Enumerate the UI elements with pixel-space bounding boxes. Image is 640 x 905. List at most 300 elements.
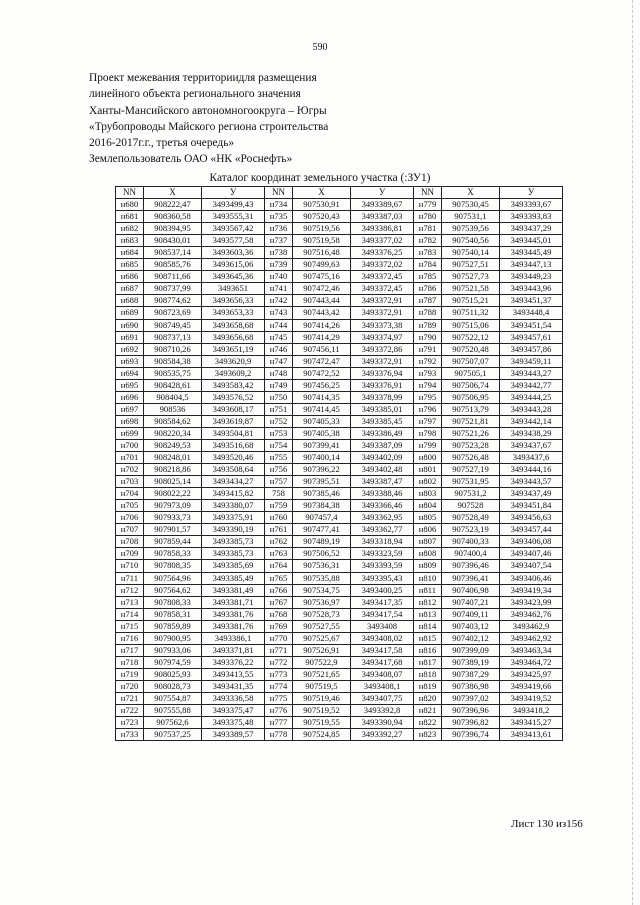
table-cell: н707: [116, 524, 144, 536]
table-row: [116, 536, 563, 548]
table-cell: 3493362,95: [351, 512, 414, 524]
table-cell: 3493381,49: [202, 584, 265, 596]
table-cell: н809: [414, 560, 442, 572]
table-title: Каталог координат земельного участка (:ЗУ1): [209, 172, 431, 184]
table-row: [116, 295, 563, 307]
table-cell: н801: [414, 464, 442, 476]
column-header: У: [351, 187, 414, 199]
table-cell: 3493390,19: [202, 524, 265, 536]
table-cell: 907519,55: [293, 717, 351, 729]
table-cell: н737: [265, 235, 293, 247]
table-cell: 3493459,11: [500, 355, 563, 367]
table-row: [116, 211, 563, 223]
table-cell: 3493415,27: [500, 717, 563, 729]
table-cell: 3493499,43: [202, 199, 265, 211]
table-cell: 907808,35: [144, 560, 202, 572]
table-row: [116, 632, 563, 644]
table-cell: 3493389,67: [351, 199, 414, 211]
table-cell: н806: [414, 524, 442, 536]
table-cell: н747: [265, 355, 293, 367]
table-cell: 907526,91: [293, 644, 351, 656]
table-cell: 907540,56: [442, 235, 500, 247]
table-cell: н783: [414, 247, 442, 259]
table-cell: н688: [116, 295, 144, 307]
table-cell: 907554,87: [144, 692, 202, 704]
table-cell: 3493437,6: [500, 452, 563, 464]
table-cell: н685: [116, 259, 144, 271]
table-cell: 3493437,49: [500, 488, 563, 500]
table-row: [116, 427, 563, 439]
table-cell: 3493392,27: [351, 729, 414, 741]
table-cell: 3493451,54: [500, 319, 563, 331]
table-cell: 907400,33: [442, 536, 500, 548]
table-cell: н766: [265, 584, 293, 596]
table-cell: н805: [414, 512, 442, 524]
table-cell: 3493425,97: [500, 668, 563, 680]
table-cell: 3493603,36: [202, 247, 265, 259]
table-cell: 3493407,54: [500, 560, 563, 572]
table-cell: 907530,45: [442, 199, 500, 211]
table-cell: н798: [414, 427, 442, 439]
table-row: [116, 548, 563, 560]
table-cell: н714: [116, 608, 144, 620]
table-cell: н742: [265, 295, 293, 307]
table-cell: 3493374,97: [351, 331, 414, 343]
table-cell: 908537,14: [144, 247, 202, 259]
table-cell: н787: [414, 295, 442, 307]
table-cell: 3493372,91: [351, 355, 414, 367]
table-cell: 907511,32: [442, 307, 500, 319]
table-cell: 3493376,25: [351, 247, 414, 259]
table-cell: н699: [116, 427, 144, 439]
page-edge-divider: [631, 0, 633, 905]
table-cell: 907396,82: [442, 717, 500, 729]
table-cell: 907859,89: [144, 620, 202, 632]
table-cell: 907414,45: [293, 403, 351, 415]
table-cell: 3493555,31: [202, 211, 265, 223]
table-cell: 908584,62: [144, 415, 202, 427]
table-cell: 3493372,45: [351, 283, 414, 295]
table-row: [116, 656, 563, 668]
table-cell: 3493407,75: [351, 692, 414, 704]
table-cell: н818: [414, 668, 442, 680]
header-line: Землепользователь ОАО «НК «Роснефть»: [89, 153, 293, 166]
table-cell: 3493387,09: [351, 439, 414, 451]
table-cell: н683: [116, 235, 144, 247]
table-cell: н789: [414, 319, 442, 331]
table-cell: 907536,31: [293, 560, 351, 572]
table-cell: н746: [265, 343, 293, 355]
table-cell: н784: [414, 259, 442, 271]
table-cell: 907528,73: [293, 608, 351, 620]
table-cell: н770: [265, 632, 293, 644]
table-cell: н761: [265, 524, 293, 536]
table-cell: 3493402,09: [351, 452, 414, 464]
table-cell: н680: [116, 199, 144, 211]
table-cell: н817: [414, 656, 442, 668]
table-cell: н689: [116, 307, 144, 319]
table-cell: 3493372,02: [351, 259, 414, 271]
table-cell: 3493443,57: [500, 476, 563, 488]
table-row: [116, 283, 563, 295]
table-cell: н790: [414, 331, 442, 343]
table-cell: 3493375,48: [202, 717, 265, 729]
column-header: X: [144, 187, 202, 199]
table-cell: 907385,46: [293, 488, 351, 500]
table-cell: н752: [265, 415, 293, 427]
table-cell: 908404,5: [144, 391, 202, 403]
table-cell: н697: [116, 403, 144, 415]
table-cell: н804: [414, 500, 442, 512]
table-cell: 907523,19: [442, 524, 500, 536]
table-cell: 3493387,47: [351, 476, 414, 488]
document-header: [89, 70, 419, 168]
table-cell: 908535,75: [144, 367, 202, 379]
table-row: [116, 319, 563, 331]
table-row: [116, 403, 563, 415]
table-cell: 3493457,61: [500, 331, 563, 343]
table-cell: н767: [265, 596, 293, 608]
table-cell: 3493381,76: [202, 608, 265, 620]
table-cell: 907516,48: [293, 247, 351, 259]
table-row: [116, 439, 563, 451]
table-cell: н691: [116, 331, 144, 343]
table-cell: н785: [414, 271, 442, 283]
table-cell: 3493419,52: [500, 692, 563, 704]
table-cell: 3493366,46: [351, 500, 414, 512]
column-header: NN: [414, 187, 442, 199]
table-cell: н695: [116, 379, 144, 391]
table-cell: 907527,51: [442, 259, 500, 271]
table-cell: 907505,1: [442, 367, 500, 379]
table-cell: 907489,19: [293, 536, 351, 548]
table-row: [116, 343, 563, 355]
table-cell: н696: [116, 391, 144, 403]
table-cell: 908222,47: [144, 199, 202, 211]
table-cell: 3493445,49: [500, 247, 563, 259]
table-row: [116, 500, 563, 512]
table-cell: н718: [116, 656, 144, 668]
table-cell: 908220,34: [144, 427, 202, 439]
table-cell: н700: [116, 439, 144, 451]
table-cell: 907396,74: [442, 729, 500, 741]
table-cell: н791: [414, 343, 442, 355]
table-cell: н768: [265, 608, 293, 620]
table-cell: 907528,49: [442, 512, 500, 524]
table-cell: 907472,46: [293, 283, 351, 295]
table-body: [116, 199, 563, 741]
table-cell: 907527,19: [442, 464, 500, 476]
table-cell: н753: [265, 427, 293, 439]
table-cell: 907387,29: [442, 668, 500, 680]
table-cell: 3493408,07: [351, 668, 414, 680]
table-cell: н782: [414, 235, 442, 247]
table-cell: 907859,44: [144, 536, 202, 548]
table-cell: 907519,52: [293, 705, 351, 717]
table-cell: 908218,86: [144, 464, 202, 476]
table-cell: 907477,41: [293, 524, 351, 536]
table-row: [116, 668, 563, 680]
table-cell: 907534,75: [293, 584, 351, 596]
table-cell: н819: [414, 680, 442, 692]
table-cell: 3493373,38: [351, 319, 414, 331]
table-cell: 3493418,2: [500, 705, 563, 717]
table-cell: 3493377,02: [351, 235, 414, 247]
table-cell: 907535,88: [293, 572, 351, 584]
table-row: [116, 415, 563, 427]
table-cell: н759: [265, 500, 293, 512]
table-cell: 907443,42: [293, 307, 351, 319]
table-row: [116, 379, 563, 391]
table-cell: 907457,4: [293, 512, 351, 524]
table-cell: 3493457,44: [500, 524, 563, 536]
table-cell: н810: [414, 572, 442, 584]
table-cell: н777: [265, 717, 293, 729]
table-cell: 3493385,45: [351, 415, 414, 427]
table-cell: 908737,13: [144, 331, 202, 343]
table-cell: н715: [116, 620, 144, 632]
table-cell: 907521,58: [442, 283, 500, 295]
table-cell: 908749,45: [144, 319, 202, 331]
table-cell: н811: [414, 584, 442, 596]
table-cell: н723: [116, 717, 144, 729]
table-cell: 907515,21: [442, 295, 500, 307]
table-cell: н780: [414, 211, 442, 223]
table-cell: 907400,14: [293, 452, 351, 464]
table-cell: 907403,12: [442, 620, 500, 632]
table-cell: 3493651,19: [202, 343, 265, 355]
table-cell: 907523,28: [442, 439, 500, 451]
table-cell: н681: [116, 211, 144, 223]
table-row: [116, 391, 563, 403]
table-cell: 908585,76: [144, 259, 202, 271]
table-cell: н741: [265, 283, 293, 295]
table-cell: н684: [116, 247, 144, 259]
table-cell: 907537,25: [144, 729, 202, 741]
table-cell: 908584,38: [144, 355, 202, 367]
table-cell: 907406,98: [442, 584, 500, 596]
table-row: [116, 584, 563, 596]
table-cell: 907519,58: [293, 235, 351, 247]
table-row: [116, 476, 563, 488]
table-cell: н719: [116, 668, 144, 680]
table-cell: н796: [414, 403, 442, 415]
table-cell: 3493408,1: [351, 680, 414, 692]
table-cell: н716: [116, 632, 144, 644]
table-cell: 3493393,59: [351, 560, 414, 572]
table-cell: н778: [265, 729, 293, 741]
table-cell: 3493323,59: [351, 548, 414, 560]
table-cell: н781: [414, 223, 442, 235]
table-row: [116, 367, 563, 379]
table-cell: 3493392,8: [351, 705, 414, 717]
table-cell: н713: [116, 596, 144, 608]
table-cell: н749: [265, 379, 293, 391]
table-cell: н813: [414, 608, 442, 620]
table-cell: н788: [414, 307, 442, 319]
table-cell: 3493620,9: [202, 355, 265, 367]
table-cell: н816: [414, 644, 442, 656]
table-cell: н733: [116, 729, 144, 741]
table-cell: 907400,4: [442, 548, 500, 560]
table-cell: н795: [414, 391, 442, 403]
table-cell: н750: [265, 391, 293, 403]
table-cell: н692: [116, 343, 144, 355]
table-cell: 3493577,58: [202, 235, 265, 247]
table-cell: н794: [414, 379, 442, 391]
table-cell: н820: [414, 692, 442, 704]
table-cell: 3493656,68: [202, 331, 265, 343]
table-cell: н771: [265, 644, 293, 656]
table-cell: н738: [265, 247, 293, 259]
table-cell: 3493619,87: [202, 415, 265, 427]
table-cell: н772: [265, 656, 293, 668]
table-cell: 907525,67: [293, 632, 351, 644]
table-cell: н765: [265, 572, 293, 584]
column-header: NN: [116, 187, 144, 199]
table-cell: 907456,11: [293, 343, 351, 355]
table-cell: 907499,63: [293, 259, 351, 271]
table-cell: 3493381,76: [202, 620, 265, 632]
table-cell: 908248,01: [144, 452, 202, 464]
table-cell: 907540,14: [442, 247, 500, 259]
table-cell: 907475,16: [293, 271, 351, 283]
table-cell: 3493407,46: [500, 548, 563, 560]
table-row: [116, 692, 563, 704]
table-cell: н706: [116, 512, 144, 524]
table-cell: 907536,97: [293, 596, 351, 608]
page-number: 590: [312, 42, 328, 53]
table-cell: 3493388,46: [351, 488, 414, 500]
table-cell: 907506,95: [442, 391, 500, 403]
table-row: [116, 259, 563, 271]
table-cell: 3493437,67: [500, 439, 563, 451]
table-cell: н721: [116, 692, 144, 704]
table-cell: 907858,31: [144, 608, 202, 620]
table-cell: 3493385,69: [202, 560, 265, 572]
table-cell: н793: [414, 367, 442, 379]
table-cell: 907519,56: [293, 223, 351, 235]
table-cell: н754: [265, 439, 293, 451]
table-cell: 3493656,33: [202, 295, 265, 307]
column-header: X: [442, 187, 500, 199]
table-cell: 907539,56: [442, 223, 500, 235]
table-cell: 907506,74: [442, 379, 500, 391]
table-cell: 3493449,23: [500, 271, 563, 283]
table-cell: 907520,48: [442, 343, 500, 355]
table-cell: 907973,09: [144, 500, 202, 512]
table-cell: 908360,58: [144, 211, 202, 223]
table-row: [116, 355, 563, 367]
table-cell: 3493371,81: [202, 644, 265, 656]
table-cell: 3493387,03: [351, 211, 414, 223]
table-cell: н760: [265, 512, 293, 524]
table-cell: 907507,07: [442, 355, 500, 367]
table-cell: 908025,93: [144, 668, 202, 680]
table-cell: 908774,62: [144, 295, 202, 307]
table-cell: 3493442,14: [500, 415, 563, 427]
table-cell: 907562,6: [144, 717, 202, 729]
table-cell: 3493653,33: [202, 307, 265, 319]
table-cell: 3493375,47: [202, 705, 265, 717]
table-cell: н734: [265, 199, 293, 211]
table-cell: 3493443,96: [500, 283, 563, 295]
table-cell: 3493576,52: [202, 391, 265, 403]
table-cell: 907409,11: [442, 608, 500, 620]
table-cell: н786: [414, 283, 442, 295]
table-cell: 3493372,91: [351, 295, 414, 307]
table-cell: 908723,69: [144, 307, 202, 319]
table-cell: 3493413,61: [500, 729, 563, 741]
table-row: [116, 247, 563, 259]
table-cell: 907506,52: [293, 548, 351, 560]
table-row: [116, 488, 563, 500]
table-cell: 3493451,37: [500, 295, 563, 307]
table-cell: н739: [265, 259, 293, 271]
table-cell: 907395,51: [293, 476, 351, 488]
table-row: [116, 620, 563, 632]
table-cell: н698: [116, 415, 144, 427]
table-cell: 907519,5: [293, 680, 351, 692]
table-cell: 907808,33: [144, 596, 202, 608]
table-row: [116, 199, 563, 211]
table-cell: 3493516,68: [202, 439, 265, 451]
table-cell: 907407,21: [442, 596, 500, 608]
table-cell: 907522,12: [442, 331, 500, 343]
table-cell: 907386,98: [442, 680, 500, 692]
table-cell: 3493393,83: [500, 211, 563, 223]
table-cell: 3493400,25: [351, 584, 414, 596]
table-cell: 907384,38: [293, 500, 351, 512]
table-cell: н792: [414, 355, 442, 367]
table-cell: 907858,33: [144, 548, 202, 560]
table-cell: 3493385,73: [202, 536, 265, 548]
table-cell: 3493380,07: [202, 500, 265, 512]
table-row: [116, 235, 563, 247]
table-cell: 908536: [144, 403, 202, 415]
table-cell: 3493504,81: [202, 427, 265, 439]
table-cell: 3493406,08: [500, 536, 563, 548]
table-cell: н720: [116, 680, 144, 692]
table-cell: 907521,26: [442, 427, 500, 439]
table-cell: н743: [265, 307, 293, 319]
table-cell: н808: [414, 548, 442, 560]
sheet-number: Лист 130 из156: [511, 818, 583, 830]
table-cell: 907531,1: [442, 211, 500, 223]
table-cell: 758: [265, 488, 293, 500]
header-line: «Трубопроводы Майского региона строительства: [89, 120, 329, 133]
table-cell: 3493520,46: [202, 452, 265, 464]
table-cell: 908737,99: [144, 283, 202, 295]
table-cell: н799: [414, 439, 442, 451]
table-cell: н803: [414, 488, 442, 500]
table-cell: 3493417,35: [351, 596, 414, 608]
table-cell: 907389,19: [442, 656, 500, 668]
table-row: [116, 572, 563, 584]
table-cell: 907901,57: [144, 524, 202, 536]
table-cell: 907974,59: [144, 656, 202, 668]
coordinate-catalog-table: [115, 186, 563, 741]
table-row: [116, 331, 563, 343]
column-header: X: [293, 187, 351, 199]
table-cell: 908028,73: [144, 680, 202, 692]
table-cell: 907519,46: [293, 692, 351, 704]
table-cell: н740: [265, 271, 293, 283]
table-cell: 3493444,16: [500, 464, 563, 476]
table-cell: 3493336,58: [202, 692, 265, 704]
table-cell: 908394,95: [144, 223, 202, 235]
table-cell: 908428,61: [144, 379, 202, 391]
